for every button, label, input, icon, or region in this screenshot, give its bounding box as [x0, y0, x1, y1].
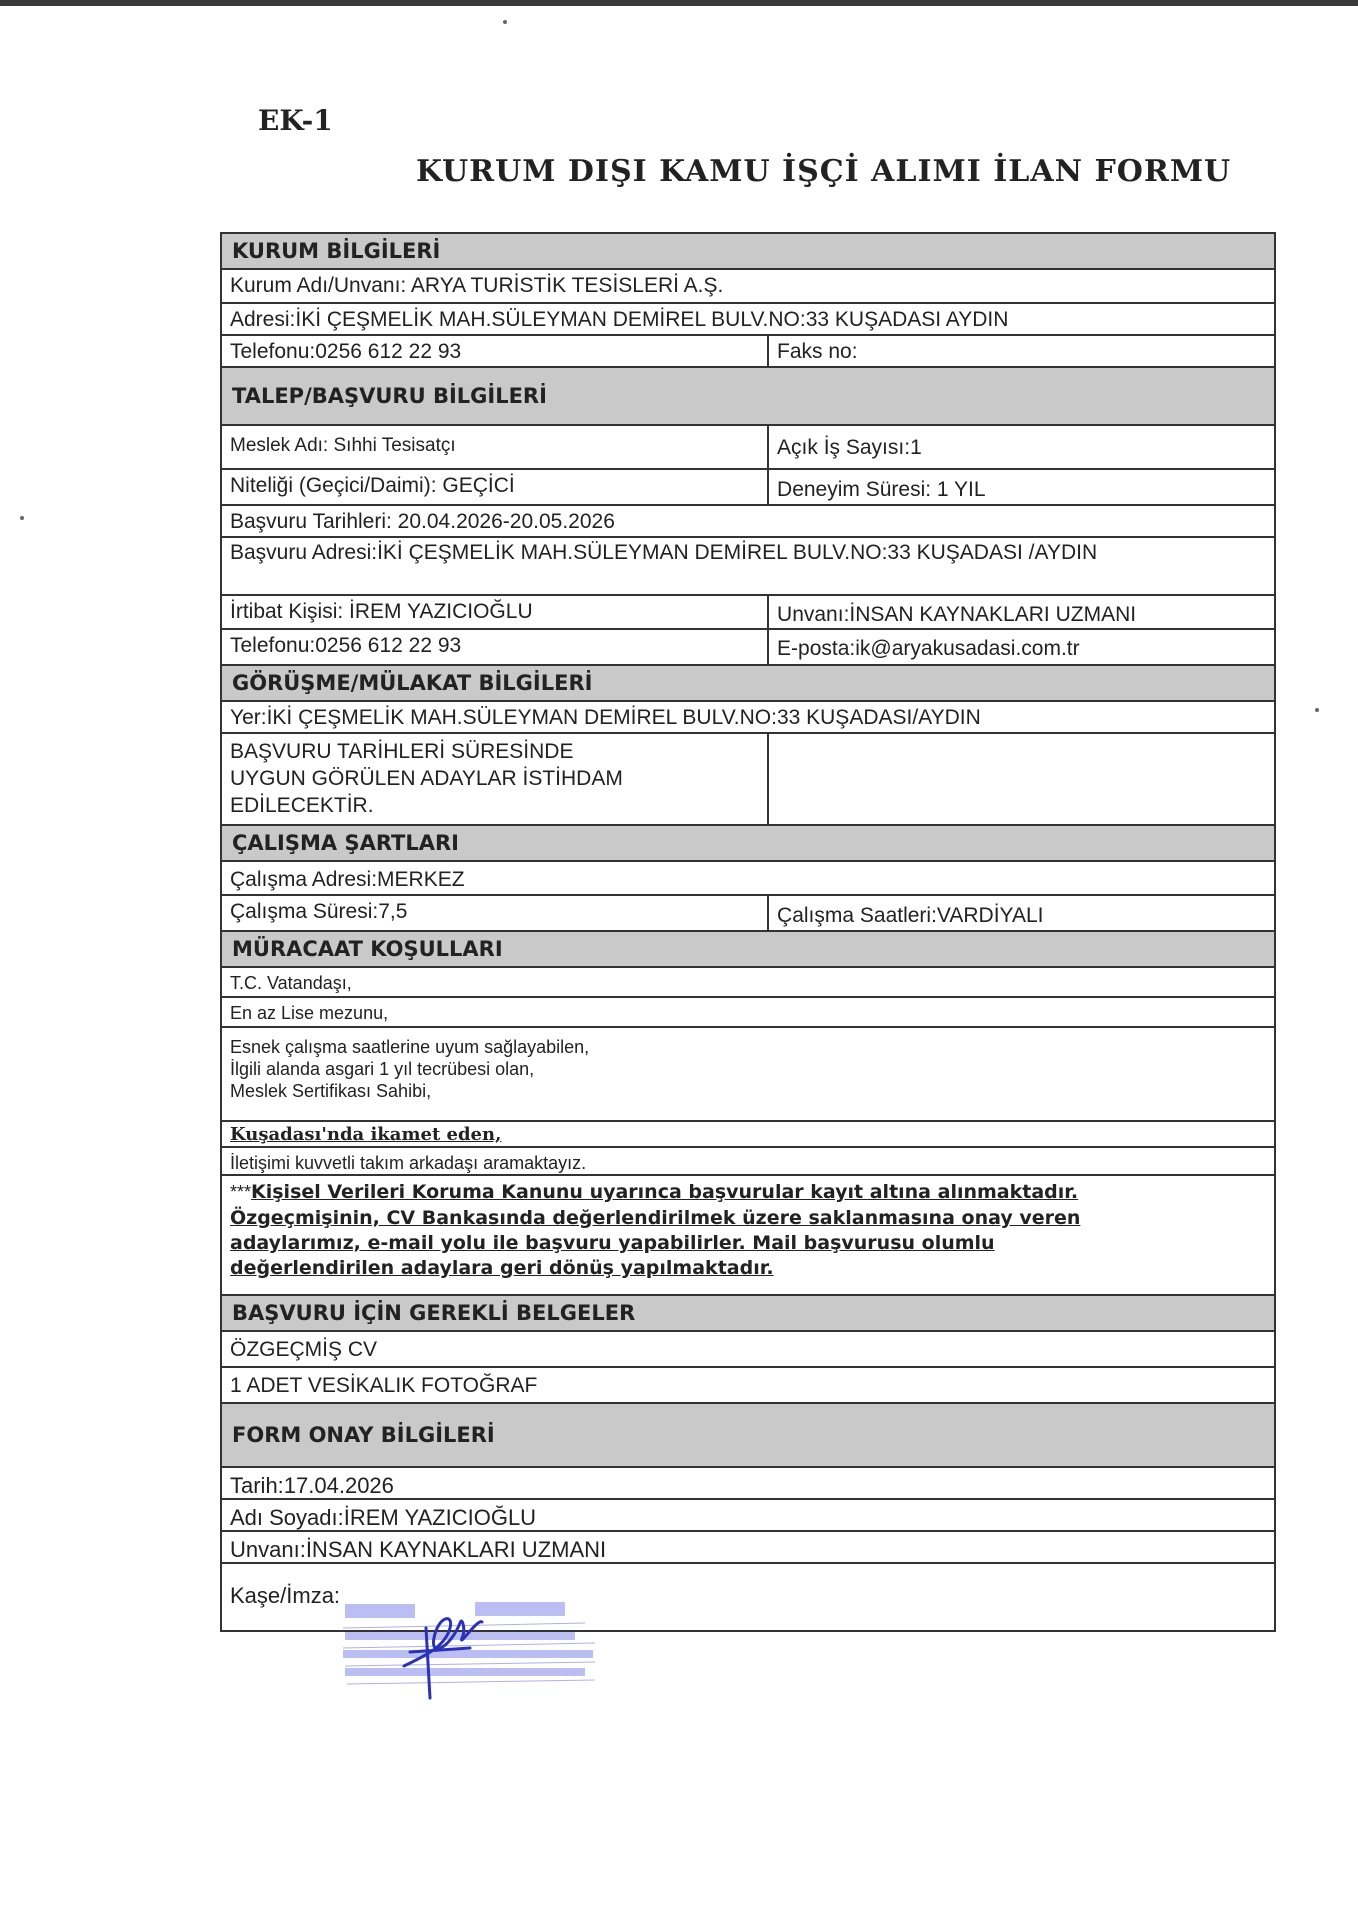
- condition-education: En az Lise mezunu,: [230, 1003, 389, 1023]
- interview-note: [222, 734, 769, 824]
- interview-place-row: [222, 702, 1274, 734]
- condition-citizenship: T.C. Vatandaşı,: [230, 973, 352, 993]
- occupation-name: Meslek Adı: Sıhhi Tesisatçı: [222, 426, 769, 468]
- condition-row: [222, 1148, 1274, 1176]
- contact-phone: Telefonu:0256 612 22 93: [222, 630, 769, 664]
- institution-phone-row: [222, 336, 1274, 368]
- kvkk-line: Kişisel Verileri Koruma Kanunu uyarınca başvurular kayıt altına alınmaktadır.: [251, 1181, 1079, 1203]
- annex-label: EK-1: [258, 104, 333, 137]
- document-cv: ÖZGEÇMİŞ CV: [230, 1338, 378, 1361]
- condition-row: [222, 998, 1274, 1028]
- interview-note-line: EDİLECEKTİR.: [230, 794, 374, 817]
- kvkk-line: Özgeçmişinin, CV Bankasında değerlendirilmek üzere saklanmasına onay veren: [230, 1207, 1081, 1229]
- form-table: [220, 232, 1276, 1632]
- open-positions: Açık İş Sayısı:1: [777, 436, 922, 459]
- occupation-row: [222, 426, 1274, 470]
- approval-date: Tarih:17.04.2026: [230, 1473, 394, 1498]
- kvkk-notice: [222, 1176, 1088, 1294]
- signature-image: [390, 1588, 500, 1708]
- contact-phone-row: [222, 630, 1274, 666]
- form-title: KURUM DIŞI KAMU İŞÇİ ALIMI İLAN FORMU: [416, 154, 1232, 189]
- condition-row: [222, 1122, 1274, 1148]
- institution-fax: Faks no:: [777, 340, 858, 363]
- section-header-calisma: ÇALIŞMA ŞARTLARI: [222, 826, 1274, 862]
- section-header-kurum: KURUM BİLGİLERİ: [222, 234, 1274, 270]
- application-dates-row: [222, 506, 1274, 538]
- experience-duration: Deneyim Süresi: 1 YIL: [777, 478, 986, 501]
- work-address: Çalışma Adresi:MERKEZ: [230, 868, 465, 891]
- condition-flexible-hours: Esnek çalışma saatlerine uyum sağlayabilen,: [230, 1037, 590, 1057]
- interview-note-line: UYGUN GÖRÜLEN ADAYLAR İSTİHDAM: [230, 767, 623, 790]
- contact-title: Unvanı:İNSAN KAYNAKLARI UZMANI: [777, 603, 1137, 626]
- condition-teamwork: İletişimi kuvvetli takım arkadaşı aramaktayız.: [230, 1153, 587, 1173]
- approval-title: Unvanı:İNSAN KAYNAKLARI UZMANI: [230, 1537, 607, 1562]
- condition-row: [222, 1028, 1274, 1122]
- document-row: [222, 1332, 1274, 1368]
- work-duration: Çalışma Süresi:7,5: [222, 896, 769, 930]
- approval-date-row: [222, 1468, 1274, 1500]
- section-header-gorusme: GÖRÜŞME/MÜLAKAT BİLGİLERİ: [222, 666, 1274, 702]
- institution-name-row: [222, 270, 1274, 304]
- kvkk-prefix: ***: [230, 1182, 252, 1202]
- contact-row: [222, 596, 1274, 630]
- institution-name: Kurum Adı/Unvanı: ARYA TURİSTİK TESİSLERİ A.Ş.: [230, 274, 724, 297]
- kvkk-line: değerlendirilen adaylara geri dönüş yapılmaktadır.: [230, 1257, 774, 1279]
- section-header-talep: TALEP/BAŞVURU BİLGİLERİ: [222, 368, 1274, 426]
- approval-name-row: [222, 1500, 1274, 1532]
- kvkk-row: [222, 1176, 1274, 1296]
- interview-note-row: [222, 734, 1274, 826]
- scan-speck: [20, 516, 24, 520]
- stamp-signature-label: Kaşe/İmza:: [230, 1583, 341, 1608]
- work-hours: Çalışma Saatleri:VARDİYALI: [777, 904, 1044, 927]
- contact-email: E-posta:ik@aryakusadasi.com.tr: [777, 637, 1080, 660]
- condition-certificate: Meslek Sertifikası Sahibi,: [230, 1081, 432, 1101]
- condition-experience: İlgili alanda asgari 1 yıl tecrübesi olan,: [230, 1059, 535, 1079]
- condition-residence: Kuşadası'nda ikamet eden,: [230, 1124, 502, 1145]
- condition-group: [222, 1028, 597, 1120]
- interview-empty-cell: [769, 734, 1274, 824]
- scan-speck: [503, 20, 507, 24]
- document-row: [222, 1368, 1274, 1404]
- institution-phone: Telefonu:0256 612 22 93: [222, 336, 769, 366]
- kvkk-line: adaylarımız, e-mail yolu ile başvuru yapabilirler. Mail başvurusu olumlu: [230, 1232, 995, 1254]
- work-address-row: [222, 862, 1274, 896]
- approval-name: Adı Soyadı:İREM YAZICIOĞLU: [230, 1505, 537, 1530]
- section-header-kosullar: MÜRACAAT KOŞULLARI: [222, 932, 1274, 968]
- institution-address: Adresi:İKİ ÇEŞMELİK MAH.SÜLEYMAN DEMİREL BULV.NO:33 KUŞADASI AYDIN: [230, 308, 1009, 331]
- job-nature: Niteliği (Geçici/Daimi): GEÇİCİ: [222, 470, 769, 504]
- section-header-belgeler: BAŞVURU İÇİN GEREKLİ BELGELER: [222, 1296, 1274, 1332]
- nature-row: [222, 470, 1274, 506]
- interview-place: Yer:İKİ ÇEŞMELİK MAH.SÜLEYMAN DEMİREL BULV.NO:33 KUŞADASI/AYDIN: [230, 706, 981, 729]
- section-header-onay: FORM ONAY BİLGİLERİ: [222, 1404, 1274, 1468]
- application-dates: Başvuru Tarihleri: 20.04.2026-20.05.2026: [230, 510, 615, 533]
- condition-row: [222, 968, 1274, 998]
- application-address: Başvuru Adresi:İKİ ÇEŞMELİK MAH.SÜLEYMAN DEMİREL BULV.NO:33 KUŞADASI /AYDIN: [230, 541, 1098, 564]
- institution-address-row: [222, 304, 1274, 336]
- document-photo: 1 ADET VESİKALIK FOTOĞRAF: [230, 1374, 538, 1397]
- approval-title-row: [222, 1532, 1274, 1564]
- scan-speck: [1315, 708, 1319, 712]
- interview-note-line: BAŞVURU TARİHLERİ SÜRESİNDE: [230, 740, 574, 763]
- scan-edge: [0, 0, 1358, 6]
- application-address-row: [222, 538, 1274, 596]
- contact-person: İrtibat Kişisi: İREM YAZICIOĞLU: [222, 596, 769, 628]
- work-duration-row: [222, 896, 1274, 932]
